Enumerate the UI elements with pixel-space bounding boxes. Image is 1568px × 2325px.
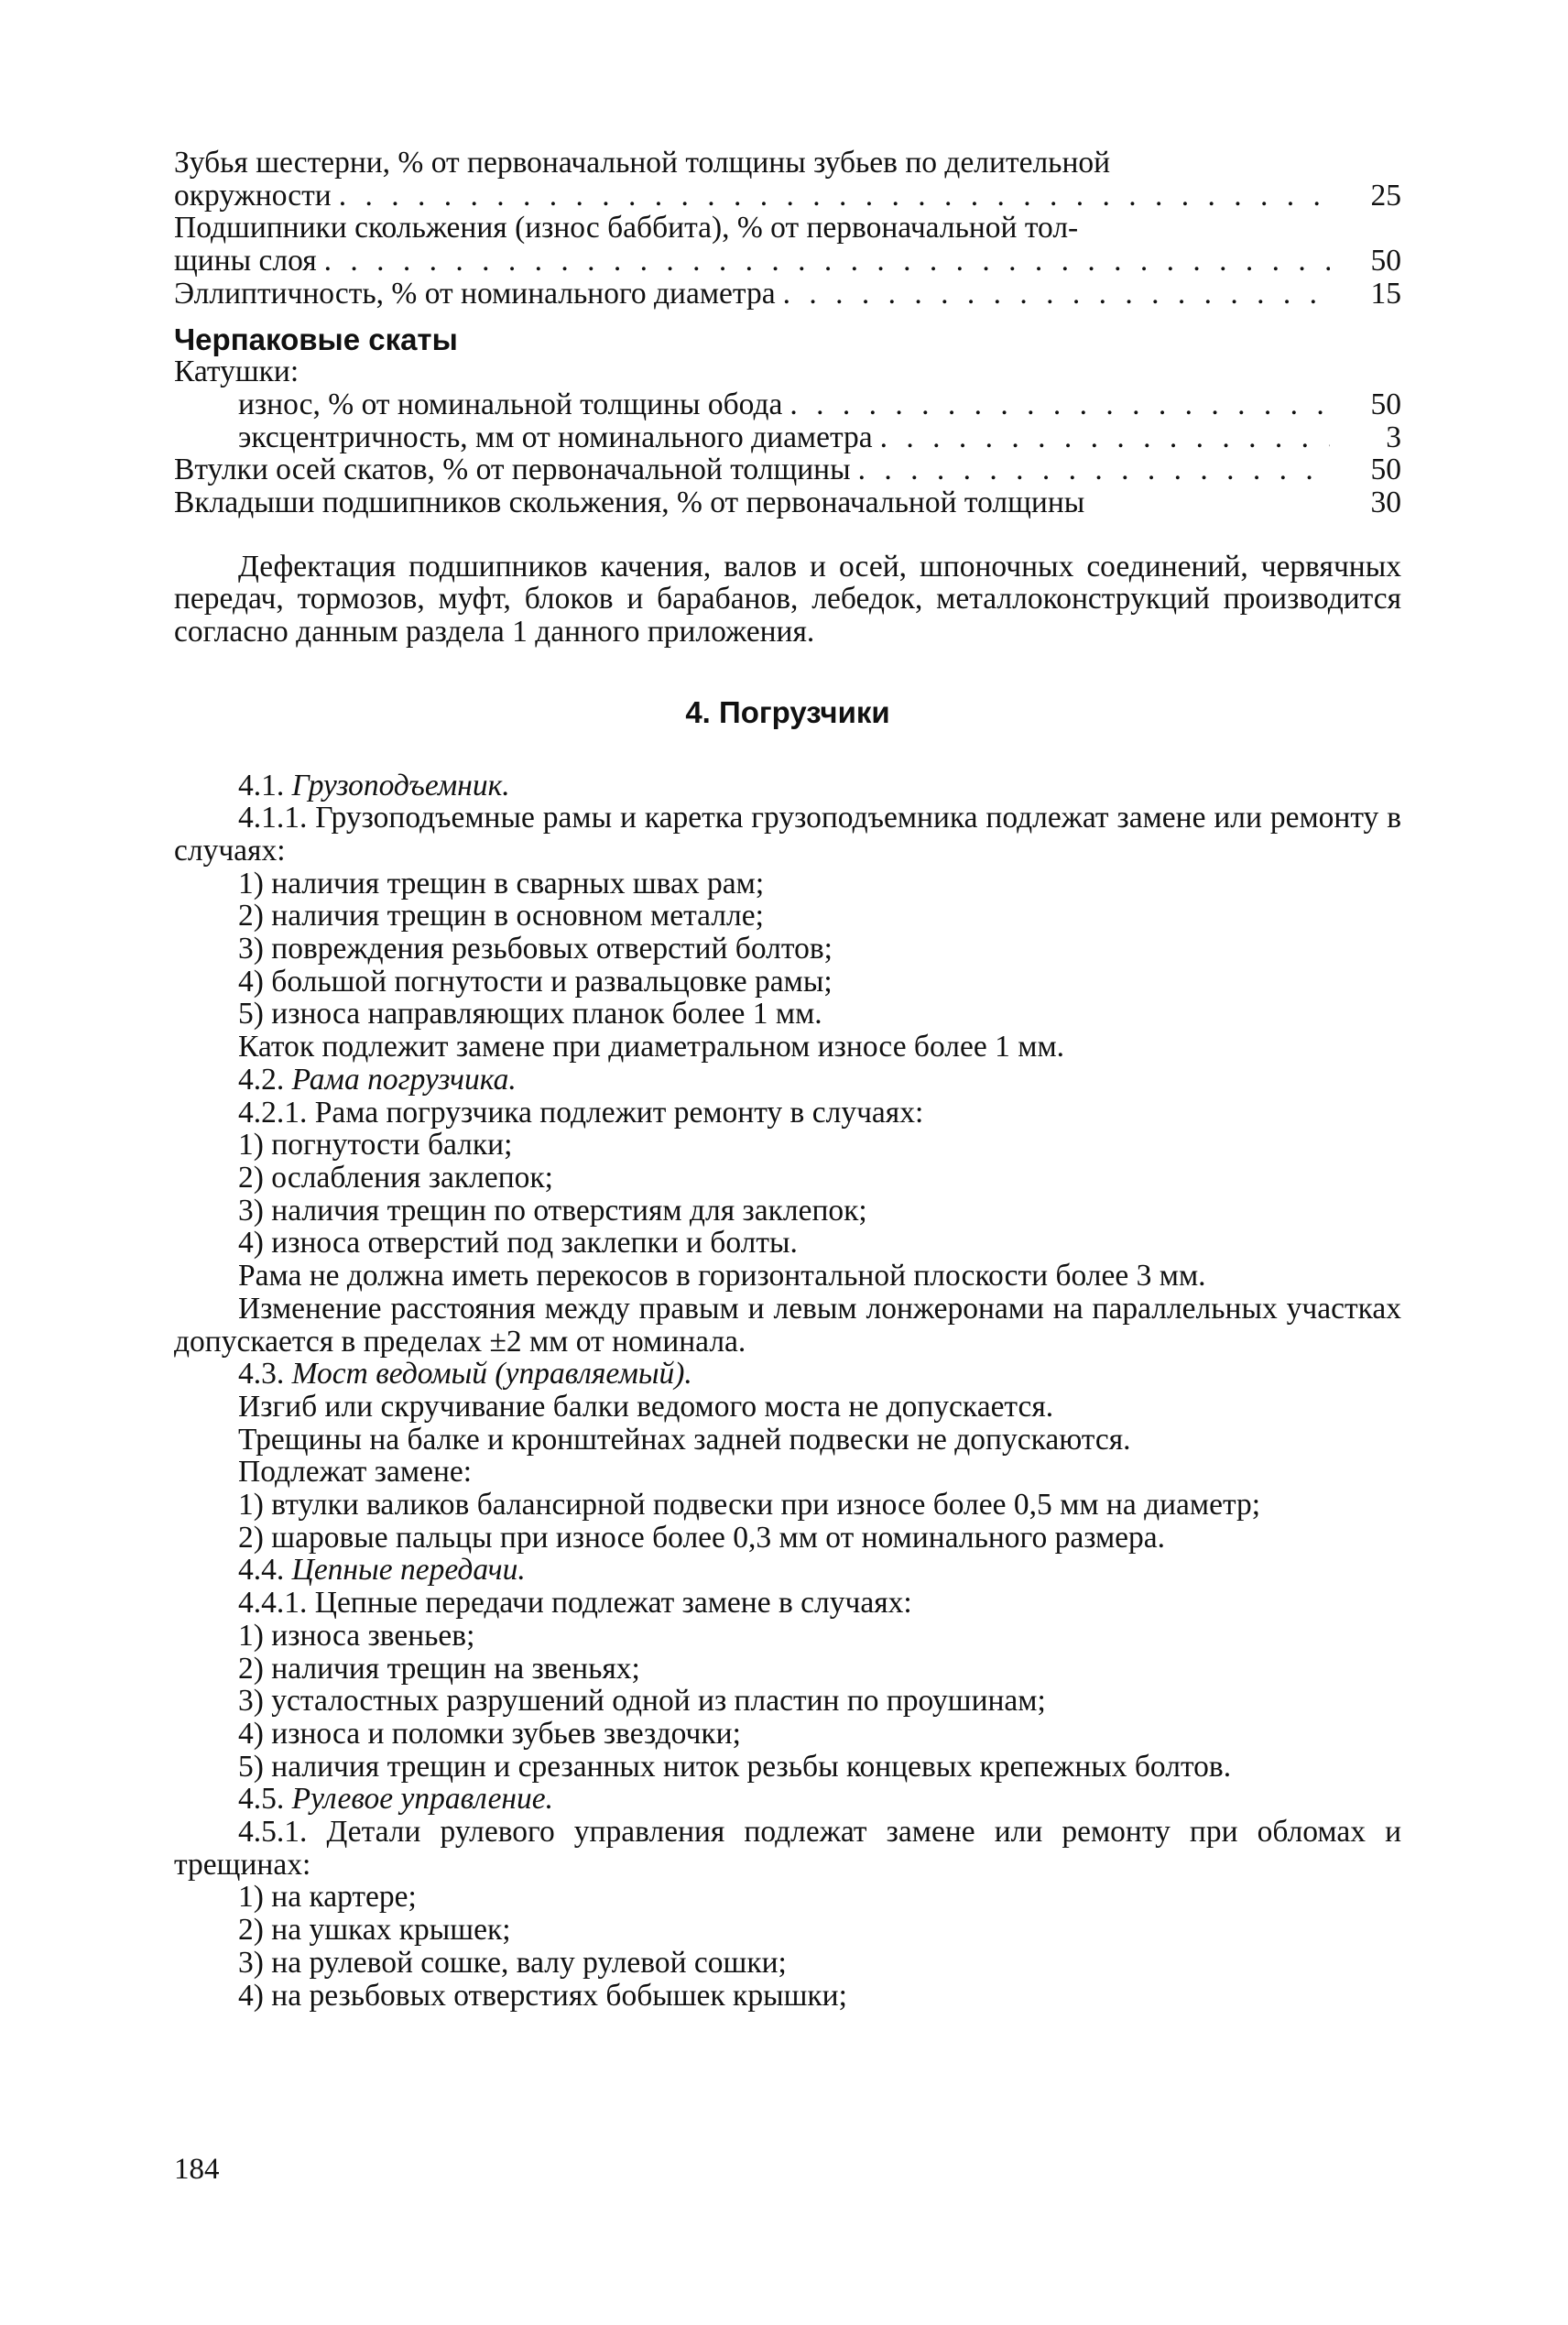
row-value: 30: [1370, 486, 1401, 520]
row-label: эксцентричность, мм от номинального диаметра: [238, 420, 873, 454]
page-body: [174, 147, 1401, 2012]
line-text: Рама погрузчика подлежит ремонту в случаях:: [314, 1095, 924, 1130]
text-line: [174, 1947, 1401, 1980]
line-text: 1) погнутости балки;: [238, 1128, 513, 1162]
clause-number: 4.1.: [238, 768, 285, 802]
clause-number: 4.4.: [238, 1553, 285, 1588]
line-text: 2) на ушках крышек;: [238, 1913, 511, 1948]
text-line: [174, 1489, 1401, 1522]
text-line: [174, 1685, 1401, 1718]
row-label: щины слоя: [174, 244, 317, 278]
text-line: [174, 1129, 1401, 1162]
line-text: Рама погрузчика.: [291, 1062, 517, 1097]
text-line: [174, 1718, 1401, 1751]
text-line: [174, 1358, 1401, 1391]
table-row: [174, 180, 1401, 213]
line-text: Каток подлежит замене при диаметральном износе более 1 мм.: [238, 1030, 1065, 1064]
line-text: 1) на картере;: [238, 1880, 417, 1915]
line-text: Изгиб или скручивание балки ведомого моста не допускается.: [238, 1389, 1054, 1424]
line-text: 5) наличия трещин и срезанных ниток резьбы концевых крепежных болтов.: [238, 1749, 1232, 1784]
line-text: 2) ослабления заклепок;: [238, 1160, 553, 1195]
text-line: [174, 933, 1401, 966]
row-label: Втулки осей скатов, % от первоначальной толщины: [174, 453, 851, 487]
line-text: Рулевое управление.: [291, 1782, 554, 1817]
text-line: [174, 1554, 1401, 1587]
text-line: [174, 1195, 1401, 1228]
row-label: окружности: [174, 178, 332, 213]
row-label: износ, % от номинальной толщины обода: [238, 387, 783, 421]
text-line: [174, 1653, 1401, 1686]
line-text: 1) втулки валиков балансирной подвески при износе более 0,5 мм на диаметр;: [238, 1488, 1261, 1523]
clause-number: 4.3.: [238, 1357, 285, 1392]
text-line: [174, 1097, 1401, 1130]
line-text: Изменение расстояния между правым и левым лонжеронами на параллельных участках допускается в пределах ±2 мм от номинала.: [174, 1291, 1401, 1359]
text-line: [174, 998, 1401, 1031]
leader-dots: [880, 421, 1330, 454]
line-text: 4) износа отверстий под заклепки и болты.: [238, 1226, 798, 1261]
subsection-title: Катушки:: [174, 355, 299, 389]
table-row: [174, 421, 1401, 454]
text-line: [174, 1816, 1401, 1881]
text-line: [174, 1391, 1401, 1424]
line-text: Грузоподъемные рамы и каретка грузоподъемника подлежат замене или ремонту в случаях:: [174, 801, 1402, 868]
clause-number: 4.2.: [238, 1062, 285, 1097]
text-line: [174, 1031, 1401, 1064]
line-text: Цепные передачи подлежат замене в случаях:: [314, 1586, 912, 1621]
table-row: [174, 278, 1401, 311]
line-text: Мост ведомый (управляемый).: [291, 1357, 692, 1392]
clause-number: 4.5.1.: [238, 1815, 308, 1850]
clause-number: 4.1.1.: [238, 801, 308, 835]
table-row: [174, 486, 1401, 519]
row-value: 50: [1370, 244, 1401, 278]
page-number: 184: [174, 2153, 220, 2186]
line-text: Рама не должна иметь перекосов в горизонтальной плоскости более 3 мм.: [238, 1259, 1206, 1293]
clause-number: 4.4.1.: [238, 1586, 308, 1621]
row-label: Вкладыши подшипников скольжения, % от первоначальной толщины: [174, 486, 1085, 520]
clause-number: 4.2.1.: [238, 1095, 308, 1130]
text-line: [174, 1456, 1401, 1489]
line-text: 3) усталостных разрушений одной из пластин по проушинам;: [238, 1684, 1046, 1719]
table-row: [174, 245, 1401, 278]
line-text: 4) большой погнутости и развальцовке рамы;: [238, 964, 833, 999]
row-value: 3: [1386, 420, 1401, 454]
line-text: 2) наличия трещин в основном металле;: [238, 899, 764, 933]
line-text: Подлежат замене:: [238, 1455, 473, 1490]
text-line: [174, 1064, 1401, 1097]
line-text: Цепные передачи.: [291, 1553, 526, 1588]
line-text: 3) на рулевой сошке, валу рулевой сошки;: [238, 1945, 787, 1980]
text-line: [174, 1914, 1401, 1947]
text-line: [174, 1751, 1401, 1784]
text-line: [174, 1260, 1401, 1293]
line-text: 5) износа направляющих планок более 1 мм.: [238, 997, 822, 1032]
text-line: [174, 1162, 1401, 1195]
line-text: 4) на резьбовых отверстиях бобышек крышки;: [238, 1978, 847, 2013]
text-line: [174, 1783, 1401, 1816]
table-row: [174, 453, 1401, 486]
leader-dots: [339, 180, 1330, 213]
text-line: [174, 1980, 1401, 2013]
row-value: 15: [1370, 276, 1401, 311]
line-text: 2) шаровые пальцы при износе более 0,3 мм от номинального размера.: [238, 1520, 1166, 1555]
row-label: Подшипники скольжения (износ баббита), % от первоначальной тол-: [174, 211, 1079, 246]
text-line: [174, 868, 1401, 901]
section-title: Черпаковые скаты: [174, 322, 458, 356]
leader-dots: [783, 278, 1330, 311]
text-line: [174, 1293, 1401, 1358]
paragraph-defect: Дефектация подшипников качения, валов и осей, шпоночных соединений, червячных передач, тормозов, муфт, блоков и барабанов, лебедок, металлоконструкций производится согласно данным раздела 1 данного приложения.: [174, 549, 1401, 649]
line-text: 3) повреждения резьбовых отверстий болтов;: [238, 932, 833, 966]
text-line: [174, 1424, 1401, 1457]
line-text: 3) наличия трещин по отверстиям для заклепок;: [238, 1193, 867, 1228]
row-value: 50: [1370, 387, 1401, 421]
line-text: 2) наличия трещин на звеньях;: [238, 1651, 640, 1686]
text-line: [174, 1227, 1401, 1260]
text-line: [174, 1522, 1401, 1555]
line-text: 4) износа и поломки зубьев звездочки;: [238, 1716, 741, 1751]
text-line: [174, 966, 1401, 999]
line-text: 1) износа звеньев;: [238, 1618, 475, 1653]
content-lines: [174, 770, 1401, 2013]
leader-dots: [324, 245, 1330, 278]
line-text: Грузоподъемник.: [291, 768, 510, 802]
row-label: Эллиптичность, % от номинального диаметра: [174, 276, 776, 311]
text-line: [174, 1587, 1401, 1620]
text-line: [174, 802, 1401, 867]
row-label: Зубья шестерни, % от первоначальной толщины зубьев по делительной: [174, 146, 1111, 180]
text-line: [174, 1620, 1401, 1653]
table-row: [174, 388, 1401, 421]
line-text: 1) наличия трещин в сварных швах рам;: [238, 866, 765, 901]
leader-dots: [789, 388, 1330, 421]
table-row: [174, 147, 1401, 180]
text-line: [174, 900, 1401, 933]
row-value: 25: [1370, 178, 1401, 213]
line-text: Детали рулевого управления подлежат замене или ремонту при обломах и трещинах:: [174, 1815, 1402, 1882]
table-row: [174, 212, 1401, 245]
line-text: Трещины на балке и кронштейнах задней подвески не допускаются.: [238, 1422, 1131, 1457]
row-value: 50: [1370, 453, 1401, 487]
leader-dots: [858, 453, 1330, 486]
clause-number: 4.5.: [238, 1782, 285, 1817]
text-line: [174, 770, 1401, 802]
section-heading: 4. Погрузчики: [685, 694, 890, 729]
text-line: [174, 1881, 1401, 1914]
